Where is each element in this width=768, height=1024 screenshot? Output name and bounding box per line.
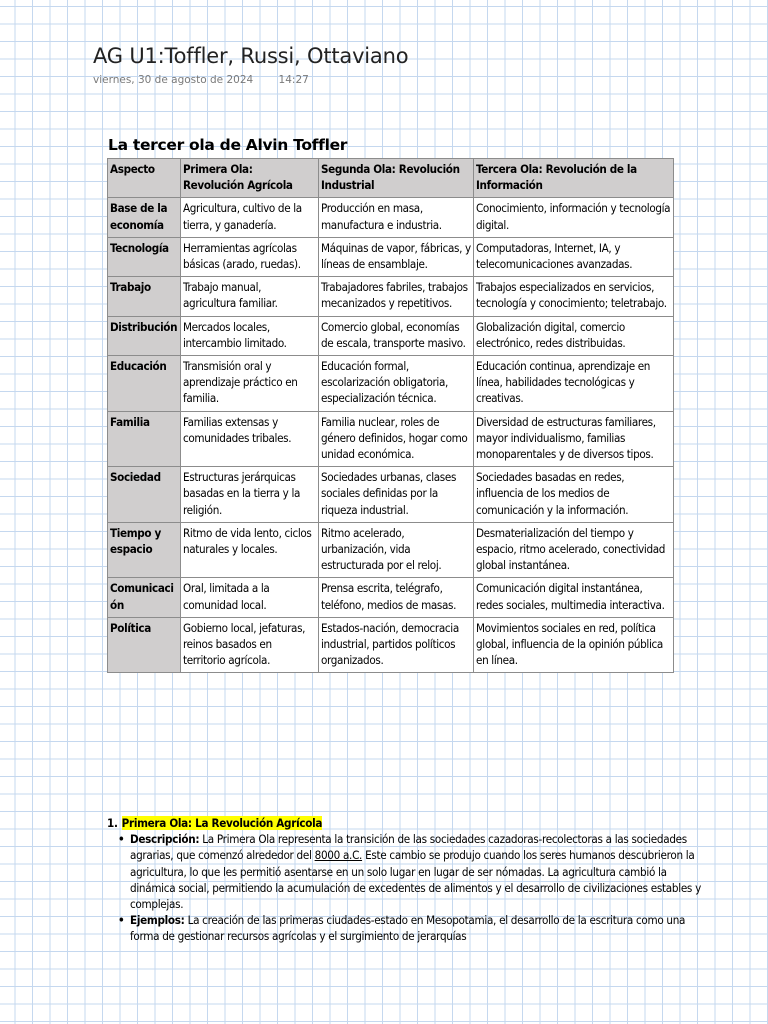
row-aspect-cell: Educación (108, 356, 181, 412)
second-wave-cell: Sociedades urbanas, clases sociales definidas por la riqueza industrial. (319, 467, 474, 523)
table-row (108, 277, 674, 316)
table-heading: La tercer ola de Alvin Toffler (108, 136, 348, 154)
section-number: 1. (107, 816, 118, 830)
second-wave-cell: Comercio global, economías de escala, transporte masivo. (319, 316, 474, 355)
wave-sections (107, 815, 707, 945)
note-content (107, 136, 677, 673)
column-header-third-wave: Tercera Ola: Revolución de la Información (474, 159, 674, 198)
table-row (108, 356, 674, 412)
third-wave-cell: Movimientos sociales en red, política global, influencia de la opinión pública en línea. (474, 617, 674, 673)
bullet-description (118, 831, 707, 912)
section-bullets (107, 831, 707, 944)
first-wave-cell: Agricultura, cultivo de la tierra, y ganadería. (181, 198, 319, 237)
table-header-row (108, 159, 674, 198)
first-wave-cell: Estructuras jerárquicas basadas en la tierra y la religión. (181, 467, 319, 523)
third-wave-cell: Computadoras, Internet, IA, y telecomunicaciones avanzadas. (474, 237, 674, 276)
row-aspect-cell: Sociedad (108, 467, 181, 523)
bullet-text: La Primera Ola representa la transición de las sociedades cazadoras-recolectoras a las sociedades agrarias, que comenzó alrededor del (130, 832, 687, 863)
bullet-label: Ejemplos: (130, 913, 185, 928)
column-header-first-wave: Primera Ola: Revolución Agrícola (181, 159, 319, 198)
bullet-text-continued: Este cambio se produjo cuando los seres humanos descubrieron la agricultura, lo que les permitió asentarse en un solo lugar en lugar de ser nómadas. La agricultura cambió la dinámica social, permitiendo la acumulación de excedentes de alimentos y el desarrollo de civilizaciones estables y complejas. (130, 848, 701, 912)
table-row (108, 198, 674, 237)
table-row (108, 316, 674, 355)
page-title: AG U1:Toffler, Russi, Ottaviano (93, 44, 409, 68)
second-wave-cell: Trabajadores fabriles, trabajos mecanizados y repetitivos. (319, 277, 474, 316)
row-aspect-cell: Distribución (108, 316, 181, 355)
first-wave-cell: Herramientas agrícolas básicas (arado, ruedas). (181, 237, 319, 276)
third-wave-cell: Comunicación digital instantánea, redes sociales, multimedia interactiva. (474, 578, 674, 617)
table-row (108, 578, 674, 617)
page-metadata (93, 74, 408, 86)
first-wave-cell: Ritmo de vida lento, ciclos naturales y locales. (181, 522, 319, 578)
table-row (108, 467, 674, 523)
bullet-examples (118, 912, 707, 944)
third-wave-cell: Educación continua, aprendizaje en línea, habilidades tecnológicas y creativas. (474, 356, 674, 412)
bullet-text: La creación de las primeras ciudades-estado en Mesopotamia, el desarrollo de la escritura como una forma de gestionar recursos agrícolas y el surgimiento de jerarquías (130, 913, 686, 944)
second-wave-cell: Ritmo acelerado, urbanización, vida estructurada por el reloj. (319, 522, 474, 578)
row-aspect-cell: Política (108, 617, 181, 673)
row-aspect-cell: Trabajo (108, 277, 181, 316)
section-heading (107, 815, 707, 831)
third-wave-cell: Sociedades basadas en redes, influencia de los medios de comunicación y la información. (474, 467, 674, 523)
table-row (108, 237, 674, 276)
first-wave-cell: Gobierno local, jefaturas, reinos basados en territorio agrícola. (181, 617, 319, 673)
row-aspect-cell: Tiempo y espacio (108, 522, 181, 578)
second-wave-cell: Estados-nación, democracia industrial, partidos políticos organizados. (319, 617, 474, 673)
bullet-label: Descripción: (130, 832, 200, 847)
second-wave-cell: Educación formal, escolarización obligatoria, especialización técnica. (319, 356, 474, 412)
page-date: viernes, 30 de agosto de 2024 (93, 74, 254, 86)
first-wave-cell: Trabajo manual, agricultura familiar. (181, 277, 319, 316)
third-wave-cell: Conocimiento, información y tecnología digital. (474, 198, 674, 237)
third-wave-cell: Desmaterialización del tiempo y espacio, ritmo acelerado, conectividad global instantánea. (474, 522, 674, 578)
section-first-wave (107, 815, 707, 945)
third-wave-cell: Globalización digital, comercio electrónico, redes distribuidas. (474, 316, 674, 355)
second-wave-cell: Máquinas de vapor, fábricas, y líneas de ensamblaje. (319, 237, 474, 276)
page-time: 14:27 (278, 74, 309, 86)
page-header (93, 44, 408, 86)
second-wave-cell: Producción en masa, manufactura e industria. (319, 198, 474, 237)
bullet-dot-icon: • (118, 913, 125, 928)
row-aspect-cell: Tecnología (108, 237, 181, 276)
first-wave-cell: Oral, limitada a la comunidad local. (181, 578, 319, 617)
table-row (108, 522, 674, 578)
comparison-table (107, 158, 674, 673)
third-wave-cell: Trabajos especializados en servicios, tecnología y conocimiento; teletrabajo. (474, 277, 674, 316)
first-wave-cell: Familias extensas y comunidades tribales. (181, 411, 319, 467)
bullet-dot-icon: • (118, 832, 125, 847)
table-body (108, 198, 674, 673)
third-wave-cell: Diversidad de estructuras familiares, mayor individualismo, familias monoparentales y de diversos tipos. (474, 411, 674, 467)
column-header-aspect: Aspecto (108, 159, 181, 198)
row-aspect-cell: Familia (108, 411, 181, 467)
second-wave-cell: Familia nuclear, roles de género definidos, hogar como unidad económica. (319, 411, 474, 467)
column-header-second-wave: Segunda Ola: Revolución Industrial (319, 159, 474, 198)
table-row (108, 617, 674, 673)
sections-list (107, 815, 707, 945)
row-aspect-cell: Base de la economía (108, 198, 181, 237)
underlined-date: 8000 a.C. (314, 848, 363, 863)
table-row (108, 411, 674, 467)
first-wave-cell: Transmisión oral y aprendizaje práctico en familia. (181, 356, 319, 412)
row-aspect-cell: Comunicación (108, 578, 181, 617)
first-wave-cell: Mercados locales, intercambio limitado. (181, 316, 319, 355)
section-title-highlighted: Primera Ola: La Revolución Agrícola (121, 816, 323, 830)
second-wave-cell: Prensa escrita, telégrafo, teléfono, medios de masas. (319, 578, 474, 617)
